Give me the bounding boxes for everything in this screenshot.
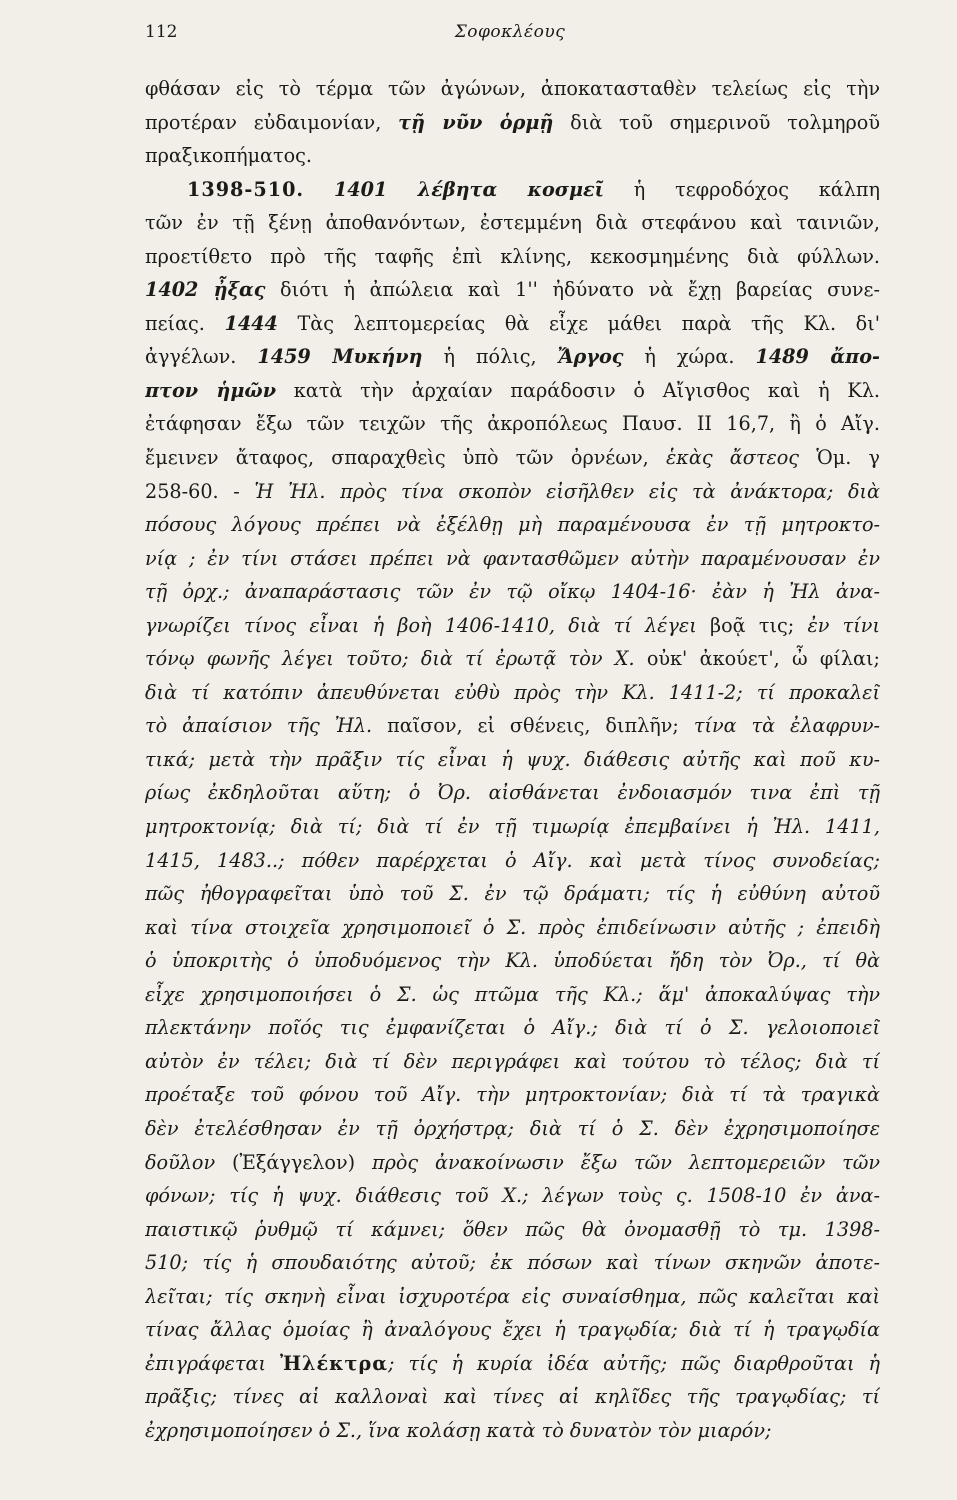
text-segment: διὰ τοῦ σημερινοῦ τολμηροῦ — [553, 110, 880, 134]
text-line — [145, 1246, 880, 1280]
text-segment: ἐτάφησαν ἔξω τῶν τειχῶν τῆς ἀκροπόλεως Παυσ. ΙΙ 16,7, ἢ ὁ Αἴγ. — [145, 412, 880, 436]
text-segment: ἡ πόλις, — [422, 345, 558, 369]
text-segment: προτέραν εὐδαιμονίαν, — [145, 110, 399, 134]
emphasis-segment: πρᾶξις; τίνες αἱ καλλοναὶ καὶ τίνες αἱ κηλῖδες τῆς τραγῳδίας; τί — [145, 1385, 880, 1409]
emphasis-segment: παιστικῷ ῥυθμῷ τί κάμνει; ὅθεν πῶς θὰ ὀνομασθῇ τὸ τμ. 1398- — [145, 1217, 880, 1241]
text-segment: παῖσον, εἰ σθένεις, διπλῆν; — [387, 714, 694, 738]
text-line — [145, 877, 880, 911]
emphasis-segment: Ἡ Ἠλ. πρὸς τίνα σκοπὸν εἰσῆλθεν εἰς τὰ ἀνάκτορα; διὰ — [254, 479, 880, 503]
emphasis-segment: προέταξε τοῦ φόνου τοῦ Αἴγ. τὴν μητροκτονίαν; διὰ τί τὰ τραγικὰ — [145, 1083, 880, 1107]
text-line — [145, 542, 880, 576]
text-segment: (Ἐξάγγελον) — [232, 1150, 356, 1174]
emphasis-segment: φόνων; τίς ἡ ψυχ. διάθεσις τοῦ Χ.; λέγων τοὺς ς. 1508-10 ἐν ἀνα- — [145, 1184, 880, 1208]
emphasis-segment: νίᾳ ; ἐν τίνι στάσει πρέπει νὰ φαντασθῶμεν αὐτὴν παραμένουσαν ἐν — [145, 546, 880, 570]
emphasis-segment: διὰ τί κατόπιν ἀπευθύνεται εὐθὺ πρὸς τὴν Κλ. 1411-2; τί προκαλεῖ — [145, 680, 880, 704]
emphasis-segment: ὁ ὑποκριτὴς ὁ ὑποδυόμενος τὴν Κλ. ὑποδύεται ἤδη τὸν Ὀρ., τί θὰ — [145, 949, 880, 973]
text-line — [145, 743, 880, 777]
text-segment: διότι ἡ ἀπώλεια καὶ 1'' ἠδύνατο νὰ ἔχῃ βαρείας συνε- — [265, 278, 880, 302]
emphasis-segment: τὸ ἀπαίσιον τῆς Ἠλ. — [145, 714, 388, 738]
text-line — [145, 1179, 880, 1213]
text-line — [145, 173, 880, 207]
text-line — [145, 978, 880, 1012]
emphasis-segment: 1459 Μυκήνη — [257, 345, 423, 369]
text-segment: βοᾷ τις; — [709, 613, 808, 637]
text-segment: ἀγγέλων. — [145, 345, 258, 369]
text-segment: φθάσαν εἰς τὸ τέρμα τῶν ἀγώνων, ἀποκατασταθὲν τελείως εἰς τὴν — [145, 77, 880, 100]
text-line — [145, 776, 880, 810]
emphasis-segment: τῇ ὀρχ.; ἀναπαράστασις τῶν ἐν τῷ οἴκῳ 1404-16· ἐὰν ἡ Ἠλ ἀνα- — [145, 580, 880, 604]
emphasis-segment: πτον ἡμῶν — [145, 378, 277, 402]
page-header — [145, 22, 875, 50]
emphasis-segment: 1401 λέβητα κοσμεῖ — [333, 177, 604, 201]
emphasis-segment: πρὸς ἀνακοίνωσιν ἔξω τῶν λεπτομερειῶν τῶν — [355, 1150, 880, 1174]
text-segment — [304, 178, 334, 201]
emphasis-segment: καὶ τίνα στοιχεῖα χρησιμοποιεῖ ὁ Σ. πρὸς ἐπιδείνωσιν αὐτῆς ; ἐπειδὴ — [145, 915, 880, 939]
body-text — [145, 72, 880, 1447]
text-line — [145, 72, 880, 106]
text-line — [145, 609, 880, 643]
text-line — [145, 1213, 880, 1247]
text-line — [145, 1146, 880, 1180]
text-line — [145, 676, 880, 710]
text-line — [145, 911, 880, 945]
emphasis-segment: 1398-510. — [187, 177, 305, 201]
text-line — [145, 273, 880, 307]
text-segment: Τὰς λεπτομερείας θὰ εἶχε μάθει παρὰ τῆς Κλ. δι' — [277, 311, 880, 335]
emphasis-segment: πῶς ἠθογραφεῖται ὑπὸ τοῦ Σ. ἐν τῷ δράματι; τίς ἡ εὐθύνη αὐτοῦ — [145, 882, 880, 906]
emphasis-segment: εἶχε χρησιμοποιήσει ὁ Σ. ὡς πτῶμα τῆς Κλ.; ἅμ' ἀποκαλύψας τὴν — [145, 982, 880, 1006]
emphasis-segment: ; τίς ἡ κυρία ἰδέα αὐτῆς; πῶς διαρθροῦται ἡ — [388, 1351, 880, 1375]
text-line — [145, 441, 880, 475]
emphasis-segment: λεῖται; τίς σκηνὴ εἶναι ἰσχυροτέρα εἰς συναίσθημα, πῶς καλεῖται καὶ — [145, 1284, 880, 1308]
running-title: Σοφοκλέους — [454, 22, 566, 42]
text-line — [145, 709, 880, 743]
emphasis-segment: πλεκτάνην ποῖός τις ἐμφανίζεται ὁ Αἴγ.; διὰ τί ὁ Σ. γελοιοποιεῖ — [145, 1016, 880, 1040]
emphasis-segment: αὐτὸν ἐν τέλει; διὰ τί δὲν περιγράφει καὶ τούτου τὸ τέλος; διὰ τί — [145, 1049, 880, 1073]
text-segment: οὐκ' ἀκούετ', ὦ φίλαι; — [646, 647, 880, 671]
text-line — [145, 508, 880, 542]
text-line — [145, 240, 880, 274]
text-line — [145, 407, 880, 441]
text-line — [145, 340, 880, 374]
emphasis-segment: δοῦλον — [145, 1150, 232, 1174]
text-segment: τῶν ἐν τῇ ξένῃ ἀποθανόντων, ἐστεμμένη διὰ στεφάνου καὶ ταινιῶν, — [145, 211, 880, 235]
emphasis-segment: τῇ νῦν ὁρμῇ — [398, 110, 554, 134]
text-line — [145, 1045, 880, 1079]
text-line — [145, 844, 880, 878]
text-line — [145, 1380, 880, 1414]
text-segment: ἡ τεφροδόχος κάλπη — [603, 177, 880, 201]
emphasis-segment: γνωρίζει τίνος εἶναι ἡ βοὴ 1406-1410, διὰ τί λέγει — [145, 613, 710, 637]
text-segment: κατὰ τὴν ἀρχαίαν παράδοσιν ὁ Αἴγισθος καὶ ἡ Κλ. — [276, 378, 880, 402]
text-line — [145, 307, 880, 341]
text-line — [145, 1078, 880, 1112]
text-line — [145, 1313, 880, 1347]
text-segment: πραξικοπήματος. — [145, 144, 313, 168]
emphasis-segment: δὲν ἐτελέσθησαν ἐν τῇ ὀρχήστρᾳ; διὰ τί ὁ Σ. δὲν ἐχρησιμοποίησε — [145, 1116, 880, 1140]
page-number: 112 — [145, 22, 178, 42]
emphasis-segment: ἐν τίνι — [807, 613, 880, 637]
emphasis-segment: 1444 — [224, 311, 278, 335]
emphasis-segment: 1489 ἄπο- — [755, 345, 880, 369]
text-line — [145, 575, 880, 609]
text-line — [145, 1112, 880, 1146]
text-line — [145, 206, 880, 240]
emphasis-segment: 1415, 1483..; πόθεν παρέρχεται ὁ Αἴγ. καὶ μετὰ τίνος συνοδείας; — [145, 848, 880, 872]
text-line — [145, 106, 880, 140]
text-segment: 258-60. - — [145, 479, 255, 503]
text-line — [145, 139, 880, 173]
text-line — [145, 1347, 880, 1381]
text-segment: ἔμεινεν ἄταφος, σπαραχθεὶς ὑπὸ τῶν ὀρνέων, — [145, 446, 666, 470]
text-line — [145, 1414, 880, 1448]
text-line — [145, 1011, 880, 1045]
text-line — [145, 475, 880, 509]
emphasis-segment: ἐπιγράφεται — [145, 1351, 280, 1375]
emphasis-segment: 1402 ᾖξας — [145, 278, 266, 302]
emphasis-segment: 510; τίς ἡ σπουδαιότης αὐτοῦ; ἐκ πόσων καὶ τίνων σκηνῶν ἀποτε- — [145, 1251, 880, 1275]
emphasis-segment: μητροκτονίᾳ; διὰ τί; διὰ τί ἐν τῇ τιμωρίᾳ ἐπεμβαίνει ἡ Ἠλ. 1411, — [145, 815, 880, 839]
emphasis-segment: τικά; μετὰ τὴν πρᾶξιν τίς εἶναι ἡ ψυχ. διάθεσις αὐτῆς καὶ ποῦ κυ- — [145, 747, 880, 771]
text-segment: ἡ χώρα. — [623, 345, 756, 369]
text-line — [145, 1280, 880, 1314]
emphasis-segment: ἐχρησιμοποίησεν ὁ Σ., ἵνα κολάσῃ κατὰ τὸ δυνατὸν τὸν μιαρόν; — [145, 1418, 772, 1442]
emphasis-segment: τόνῳ φωνῆς λέγει τοῦτο; διὰ τί ἐρωτᾷ τὸν Χ. — [145, 647, 647, 671]
emphasis-segment: Ἠλέκτρα — [279, 1351, 388, 1375]
emphasis-segment: τίνας ἄλλας ὁμοίας ἢ ἀναλόγους ἔχει ἡ τραγῳδία; διὰ τί ἡ τραγῳδία — [145, 1318, 880, 1342]
text-line — [145, 810, 880, 844]
emphasis-segment: ρίως ἐκδηλοῦται αὕτη; ὁ Ὀρ. αἰσθάνεται ἐνδοιασμόν τινα ἐπὶ τῇ — [145, 781, 880, 805]
emphasis-segment: τίνα τὰ ἐλαφρυν- — [693, 714, 880, 738]
text-line — [145, 944, 880, 978]
emphasis-segment: Ἄργος — [557, 345, 624, 369]
emphasis-segment: πόσους λόγους πρέπει νὰ ἐξέλθῃ μὴ παραμένουσα ἐν τῇ μητροκτο- — [145, 513, 880, 537]
text-segment: Ὁμ. γ — [799, 446, 880, 470]
emphasis-segment: ἑκὰς ἄστεος — [665, 446, 800, 470]
text-line — [145, 374, 880, 408]
text-segment: πείας. — [145, 311, 225, 335]
text-line — [145, 642, 880, 676]
text-segment: προετίθετο πρὸ τῆς ταφῆς ἐπὶ κλίνης, κεκοσμημένης διὰ φύλλων. — [145, 244, 880, 268]
